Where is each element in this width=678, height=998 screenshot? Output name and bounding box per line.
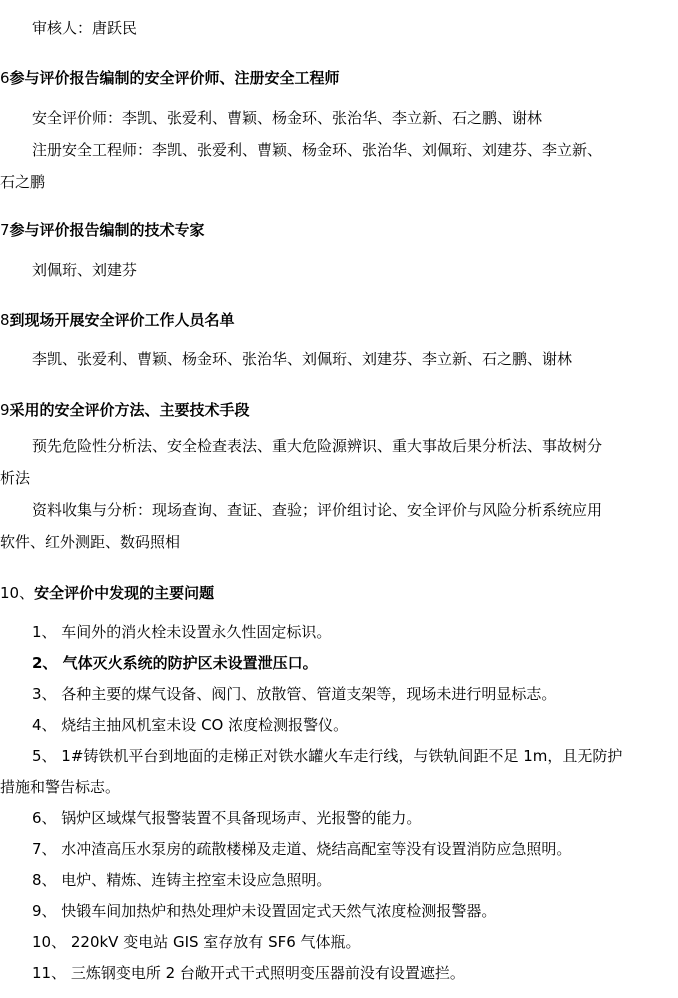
issue-item: 11、 三炼钢变电所 2 台敞开式干式照明变压器前没有设置遮拦。 <box>32 964 465 982</box>
issue-item: 1、 车间外的消火栓未设置永久性固定标识。 <box>32 623 332 641</box>
section-8-title: 到现场开展安全评价工作人员名单 <box>9 311 235 329</box>
section-10-title: 安全评价中发现的主要问题 <box>34 584 215 602</box>
section-7-number: 7 <box>0 221 10 239</box>
section-9-heading <box>0 400 250 420</box>
section-8-line-1: 李凯、张爱利、曹颖、杨金环、张治华、刘佩珩、刘建芬、李立新、石之鹏、谢林 <box>32 350 573 368</box>
issue-item: 9、 快锻车间加热炉和热处理炉未设置固定式天然气浓度检测报警器。 <box>32 902 497 920</box>
reviewer-line: 审核人：唐跃民 <box>32 19 138 37</box>
section-6-title: 参与评价报告编制的安全评价师、注册安全工程师 <box>9 69 340 87</box>
section-7-line-1: 刘佩珩、刘建芬 <box>32 261 138 279</box>
section-8-number: 8 <box>0 311 10 329</box>
issue-item: 5、 1#铸铁机平台到地面的走梯正对铁水罐火车走行线，与铁轨间距不足 1m，且无防护 <box>32 747 623 765</box>
issue-item: 8、 电炉、精炼、连铸主控室未设应急照明。 <box>32 871 332 889</box>
section-8-heading <box>0 310 235 330</box>
issue-item: 4、 烧结主抽风机室未设 CO 浓度检测报警仪。 <box>32 716 349 734</box>
issue-item: 10、 220kV 变电站 GIS 室存放有 SF6 气体瓶。 <box>32 933 361 951</box>
section-10-heading <box>0 583 214 603</box>
issue-item: 7、 水冲渣高压水泵房的疏散楼梯及走道、烧结高配室等没有设置消防应急照明。 <box>32 840 572 858</box>
section-10-number: 10、 <box>0 584 35 602</box>
issue-item: 6、 锅炉区域煤气报警装置不具备现场声、光报警的能力。 <box>32 809 422 827</box>
issue-item: 2、 气体灭火系统的防护区未设置泄压口。 <box>32 654 318 672</box>
section-9-line-1a: 预先危险性分析法、安全检查表法、重大危险源辨识、重大事故后果分析法、事故树分 <box>32 437 603 455</box>
section-9-line-2b: 软件、红外测距、数码照相 <box>0 533 181 551</box>
issue-item-continuation: 措施和警告标志。 <box>0 778 121 796</box>
section-6-heading <box>0 68 340 88</box>
section-7-heading <box>0 220 205 240</box>
section-6-line-1: 安全评价师：李凯、张爱利、曹颖、杨金环、张治华、李立新、石之鹏、谢林 <box>32 109 543 127</box>
section-6-number: 6 <box>0 69 10 87</box>
section-9-number: 9 <box>0 401 10 419</box>
section-6-line-2b: 石之鹏 <box>0 173 46 191</box>
section-9-line-2a: 资料收集与分析：现场查询、查证、查验；评价组讨论、安全评价与风险分析系统应用 <box>32 501 603 519</box>
section-9-line-1b: 析法 <box>0 469 31 487</box>
section-6-line-2a: 注册安全工程师：李凯、张爱利、曹颖、杨金环、张治华、刘佩珩、刘建芬、李立新、 <box>32 141 603 159</box>
issue-item: 3、 各种主要的煤气设备、阀门、放散管、管道支架等，现场未进行明显标志。 <box>32 685 557 703</box>
section-7-title: 参与评价报告编制的技术专家 <box>9 221 205 239</box>
section-9-title: 采用的安全评价方法、主要技术手段 <box>9 401 250 419</box>
